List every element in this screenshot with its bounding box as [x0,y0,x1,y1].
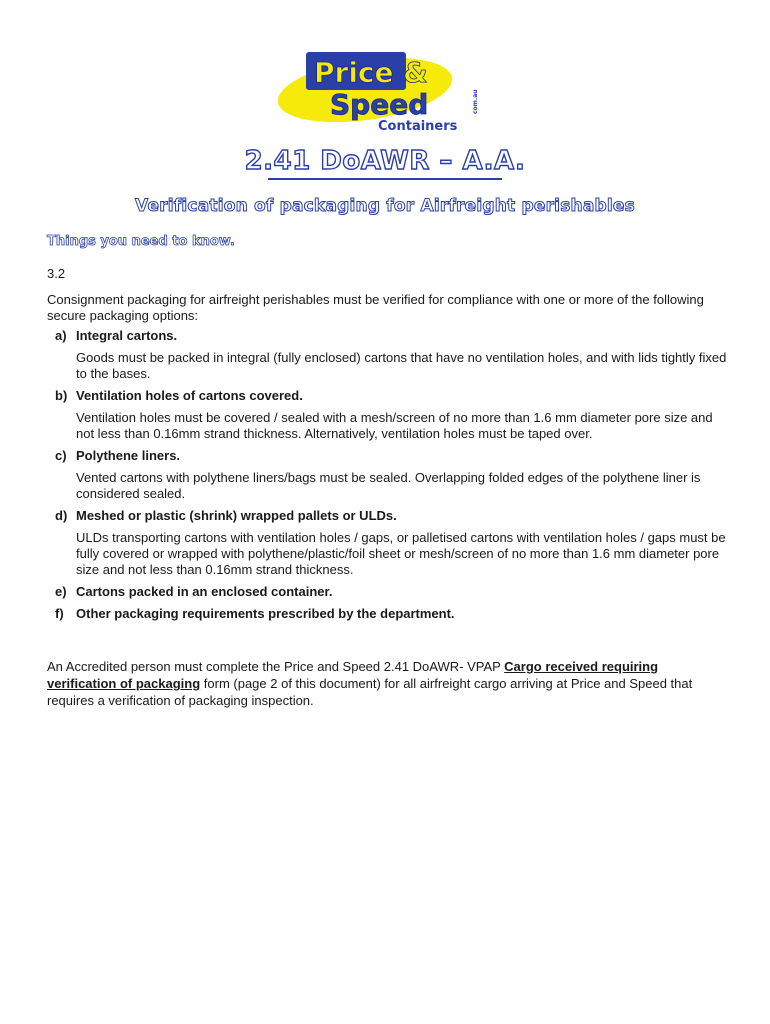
option-description: Goods must be packed in integral (fully enclosed) cartons that have no ventilation holes, and with lids tightly fixed to the bases. [76,350,727,381]
option-title: Integral cartons. [76,328,178,343]
verification-form-link[interactable]: Cargo received requiring verification of packaging [47,659,659,691]
option-letter: b) [55,388,68,403]
closing-text-after: form (page 2 of this document) for all airfreight cargo arriving at Price and Speed that requires a verification of packaging inspection. [47,676,693,708]
logo-side-text: com.au [472,89,479,114]
page-subtitle: Verification of packaging for Airfreight perishables [135,196,635,216]
option-title: Other packaging requirements prescribed by the department. [76,606,455,621]
intro-paragraph: Consignment packaging for airfreight perishables must be verified for compliance with one or more of the following secure packaging options: [47,292,704,323]
option-title: Ventilation holes of cartons covered. [76,388,303,403]
option-letter: f) [55,606,64,621]
option-description: Vented cartons with polythene liners/bags must be sealed. Overlapping folded edges of the polythene liner is considered sealed. [76,470,701,501]
option-letter: e) [55,584,67,599]
option-c [47,448,727,502]
document-body [47,266,727,722]
option-f [47,606,727,622]
option-title: Cartons packed in an enclosed container. [76,584,333,599]
page-title: 2.41 DoAWR – A.A. [0,146,770,180]
option-description: ULDs transporting cartons with ventilation holes / gaps, or palletised cartons with ventilation holes / gaps must be fully covered or wrapped with polythene/plastic/foil sheet or mesh/screen of no more than 1.6 mm diameter pore size and not less than 0.16mm strand thickness. [76,530,726,577]
price-and-speed-logo [270,40,500,140]
option-e [47,584,727,600]
option-letter: a) [55,328,67,343]
option-title: Meshed or plastic (shrink) wrapped pallets or ULDs. [76,508,397,523]
closing-paragraph [47,658,727,709]
option-description: Ventilation holes must be covered / sealed with a mesh/screen of no more than 1.6 mm diameter pore size and not less than 0.16mm strand thickness. Alternatively, ventilation holes must be taped over. [76,410,713,441]
logo-tagline: Containers [378,119,458,134]
option-letter: d) [55,508,68,523]
option-letter: c) [55,448,67,463]
option-d [47,508,727,578]
option-b [47,388,727,442]
logo-line2: Speed [330,88,429,121]
logo-line1: Price & [314,56,428,89]
closing-text-before: An Accredited person must complete the Price and Speed 2.41 DoAWR- VPAP [47,659,505,674]
option-a [47,328,727,382]
section-number: 3.2 [47,266,66,281]
things-to-know-heading: Things you need to know. [47,234,235,249]
option-title: Polythene liners. [76,448,181,463]
